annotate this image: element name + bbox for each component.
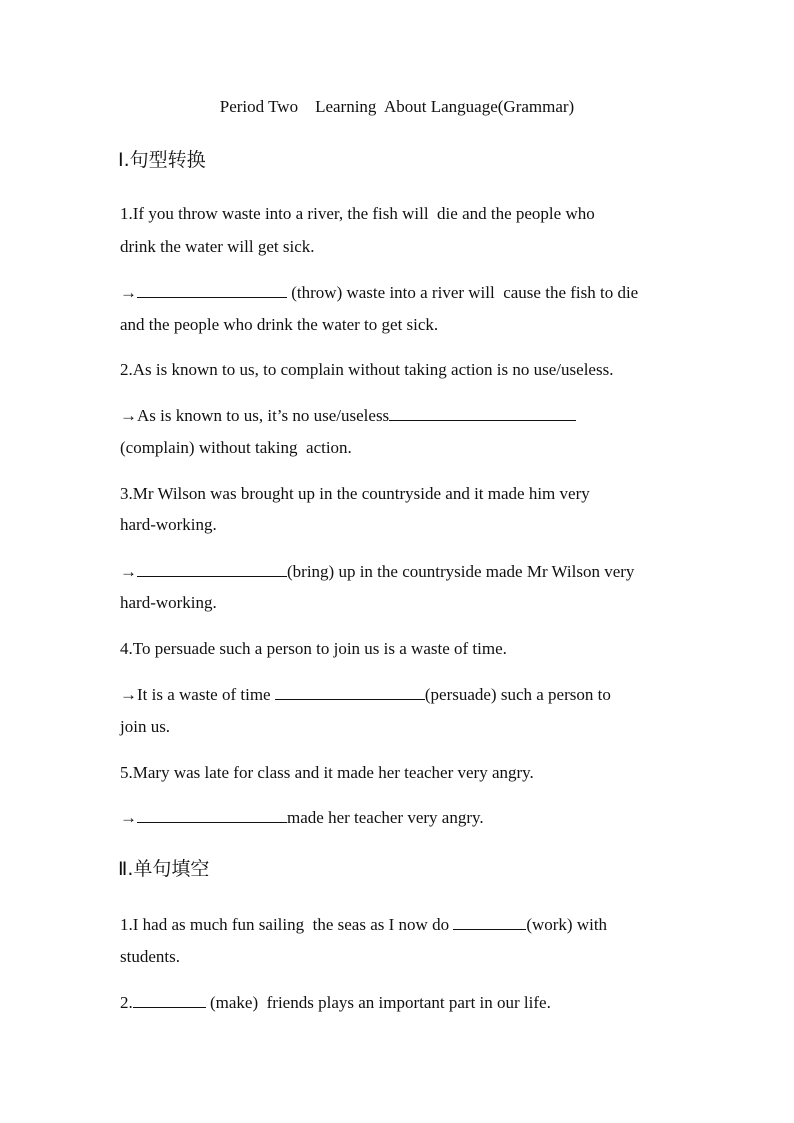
answer-text: made her teacher very angry. xyxy=(287,808,484,827)
answer-blank[interactable] xyxy=(453,914,526,930)
page-title: Period Two Learning About Language(Grammar) xyxy=(219,97,575,116)
answer-blank[interactable] xyxy=(275,684,425,700)
question-text: 1.I had as much fun sailing the seas as I now do xyxy=(120,915,454,934)
question-3-line-2: hard-working. xyxy=(120,515,217,534)
answer-blank[interactable] xyxy=(133,992,206,1008)
fill-question-1-line-1 xyxy=(120,914,607,936)
answer-text: →As is known to us, it’s no use/useless xyxy=(120,406,390,425)
question-2-answer-line xyxy=(120,405,576,427)
fill-question-2-line-1 xyxy=(120,992,551,1014)
question-number: 2. xyxy=(120,993,133,1012)
question-5-line-1: 5.Mary was late for class and it made her teacher very angry. xyxy=(120,763,534,782)
question-text: (work) with xyxy=(526,915,608,934)
answer-text: (throw) waste into a river will cause the fish to die xyxy=(287,283,639,302)
question-4-line-1: 4.To persuade such a person to join us is a waste of time. xyxy=(120,639,507,658)
question-3-answer-line xyxy=(120,561,634,583)
question-3-answer-line-2: hard-working. xyxy=(120,593,217,612)
answer-blank[interactable] xyxy=(137,282,287,298)
section-heading-sentence-transformation: Ⅰ.句型转换 xyxy=(118,149,206,171)
question-3-line-1: 3.Mr Wilson was brought up in the countryside and it made him very xyxy=(120,484,590,503)
answer-text: (bring) up in the countryside made Mr Wilson very xyxy=(287,562,635,581)
arrow: → xyxy=(120,283,137,302)
question-text: (make) friends plays an important part in our life. xyxy=(205,993,551,1012)
answer-blank[interactable] xyxy=(137,807,287,823)
section-heading-fill-in: Ⅱ.单句填空 xyxy=(118,858,210,880)
question-4-answer-line xyxy=(120,684,611,706)
question-1-line-2: drink the water will get sick. xyxy=(120,237,315,256)
arrow: → xyxy=(120,808,137,827)
question-2-line-1: 2.As is known to us, to complain without taking action is no use/useless. xyxy=(120,360,614,379)
question-1-answer-line xyxy=(120,282,638,304)
question-5-answer-line xyxy=(120,807,484,829)
fill-question-1-line-2: students. xyxy=(120,947,180,966)
question-4-answer-line-2: join us. xyxy=(120,717,171,736)
question-2-answer-line-2: (complain) without taking action. xyxy=(120,438,352,457)
arrow: → xyxy=(120,562,137,581)
question-1-answer-line-2: and the people who drink the water to get sick. xyxy=(120,315,439,334)
answer-text: (persuade) such a person to xyxy=(424,685,611,704)
answer-text: →It is a waste of time xyxy=(120,685,275,704)
question-1-line-1: 1.If you throw waste into a river, the fish will die and the people who xyxy=(120,204,595,223)
answer-blank[interactable] xyxy=(389,405,576,421)
answer-blank[interactable] xyxy=(137,561,287,577)
